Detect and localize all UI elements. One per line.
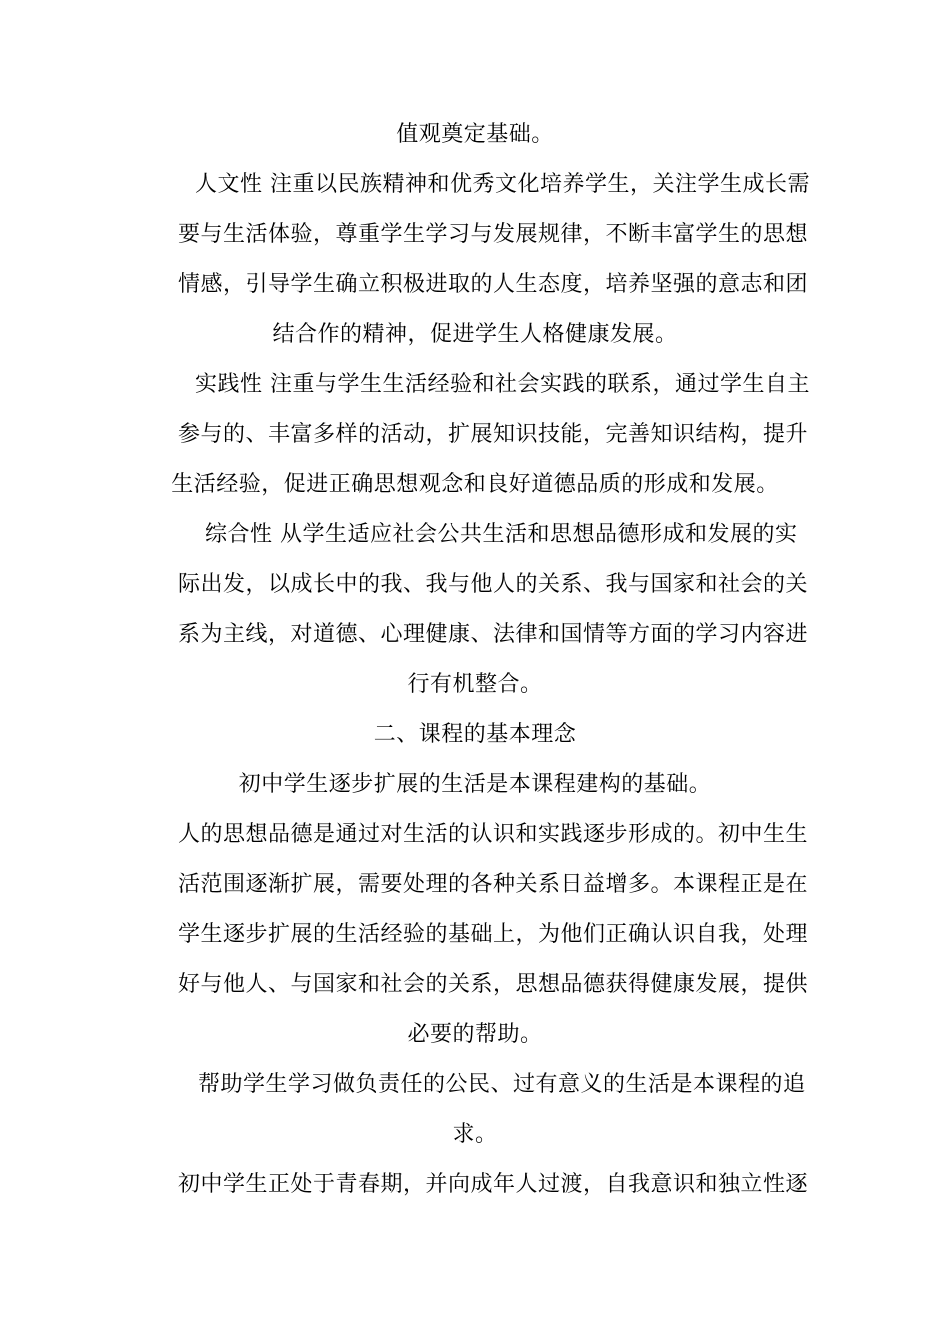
text-line: 情感，引导学生确立积极进取的人生态度，培养坚强的意志和团 xyxy=(178,272,809,297)
text-line: 好与他人、与国家和社会的关系，思想品德获得健康发展，提供 xyxy=(178,972,809,997)
text-line: 系为主线，对道德、心理健康、法律和国情等方面的学习内容进 xyxy=(178,622,809,647)
text-line: 活范围逐渐扩展，需要处理的各种关系日益增多。本课程正是在 xyxy=(178,872,809,897)
text-line: 值观奠定基础。 xyxy=(396,122,554,147)
text-line: 初中学生正处于青春期，并向成年人过渡，自我意识和独立性逐 xyxy=(178,1172,809,1197)
text-line: 生活经验，促进正确思想观念和良好道德品质的形成和发展。 xyxy=(171,472,779,497)
text-line: 人文性 注重以民族精神和优秀文化培养学生，关注学生成长需 xyxy=(195,172,810,197)
text-line: 初中学生逐步扩展的生活是本课程建构的基础。 xyxy=(238,772,712,797)
section-heading: 二、课程的基本理念 xyxy=(373,722,577,747)
text-line: 行有机整合。 xyxy=(407,672,543,697)
text-line: 实践性 注重与学生生活经验和社会实践的联系，通过学生自主 xyxy=(195,372,810,397)
text-line: 要与生活体验，尊重学生学习与发展规律，不断丰富学生的思想 xyxy=(178,222,809,247)
text-line: 综合性 从学生适应社会公共生活和思想品德形成和发展的实 xyxy=(205,522,798,547)
text-line: 求。 xyxy=(452,1122,498,1147)
text-line: 际出发，以成长中的我、我与他人的关系、我与国家和社会的关 xyxy=(178,572,809,597)
text-line: 学生逐步扩展的生活经验的基础上，为他们正确认识自我，处理 xyxy=(178,922,809,947)
text-line: 帮助学生学习做负责任的公民、过有意义的生活是本课程的追 xyxy=(198,1072,806,1097)
text-line: 必要的帮助。 xyxy=(407,1022,543,1047)
text-line: 人的思想品德是通过对生活的认识和实践逐步形成的。初中生生 xyxy=(178,822,809,847)
text-line: 参与的、丰富多样的活动，扩展知识技能，完善知识结构，提升 xyxy=(178,422,809,447)
text-line: 结合作的精神，促进学生人格健康发展。 xyxy=(272,322,678,347)
